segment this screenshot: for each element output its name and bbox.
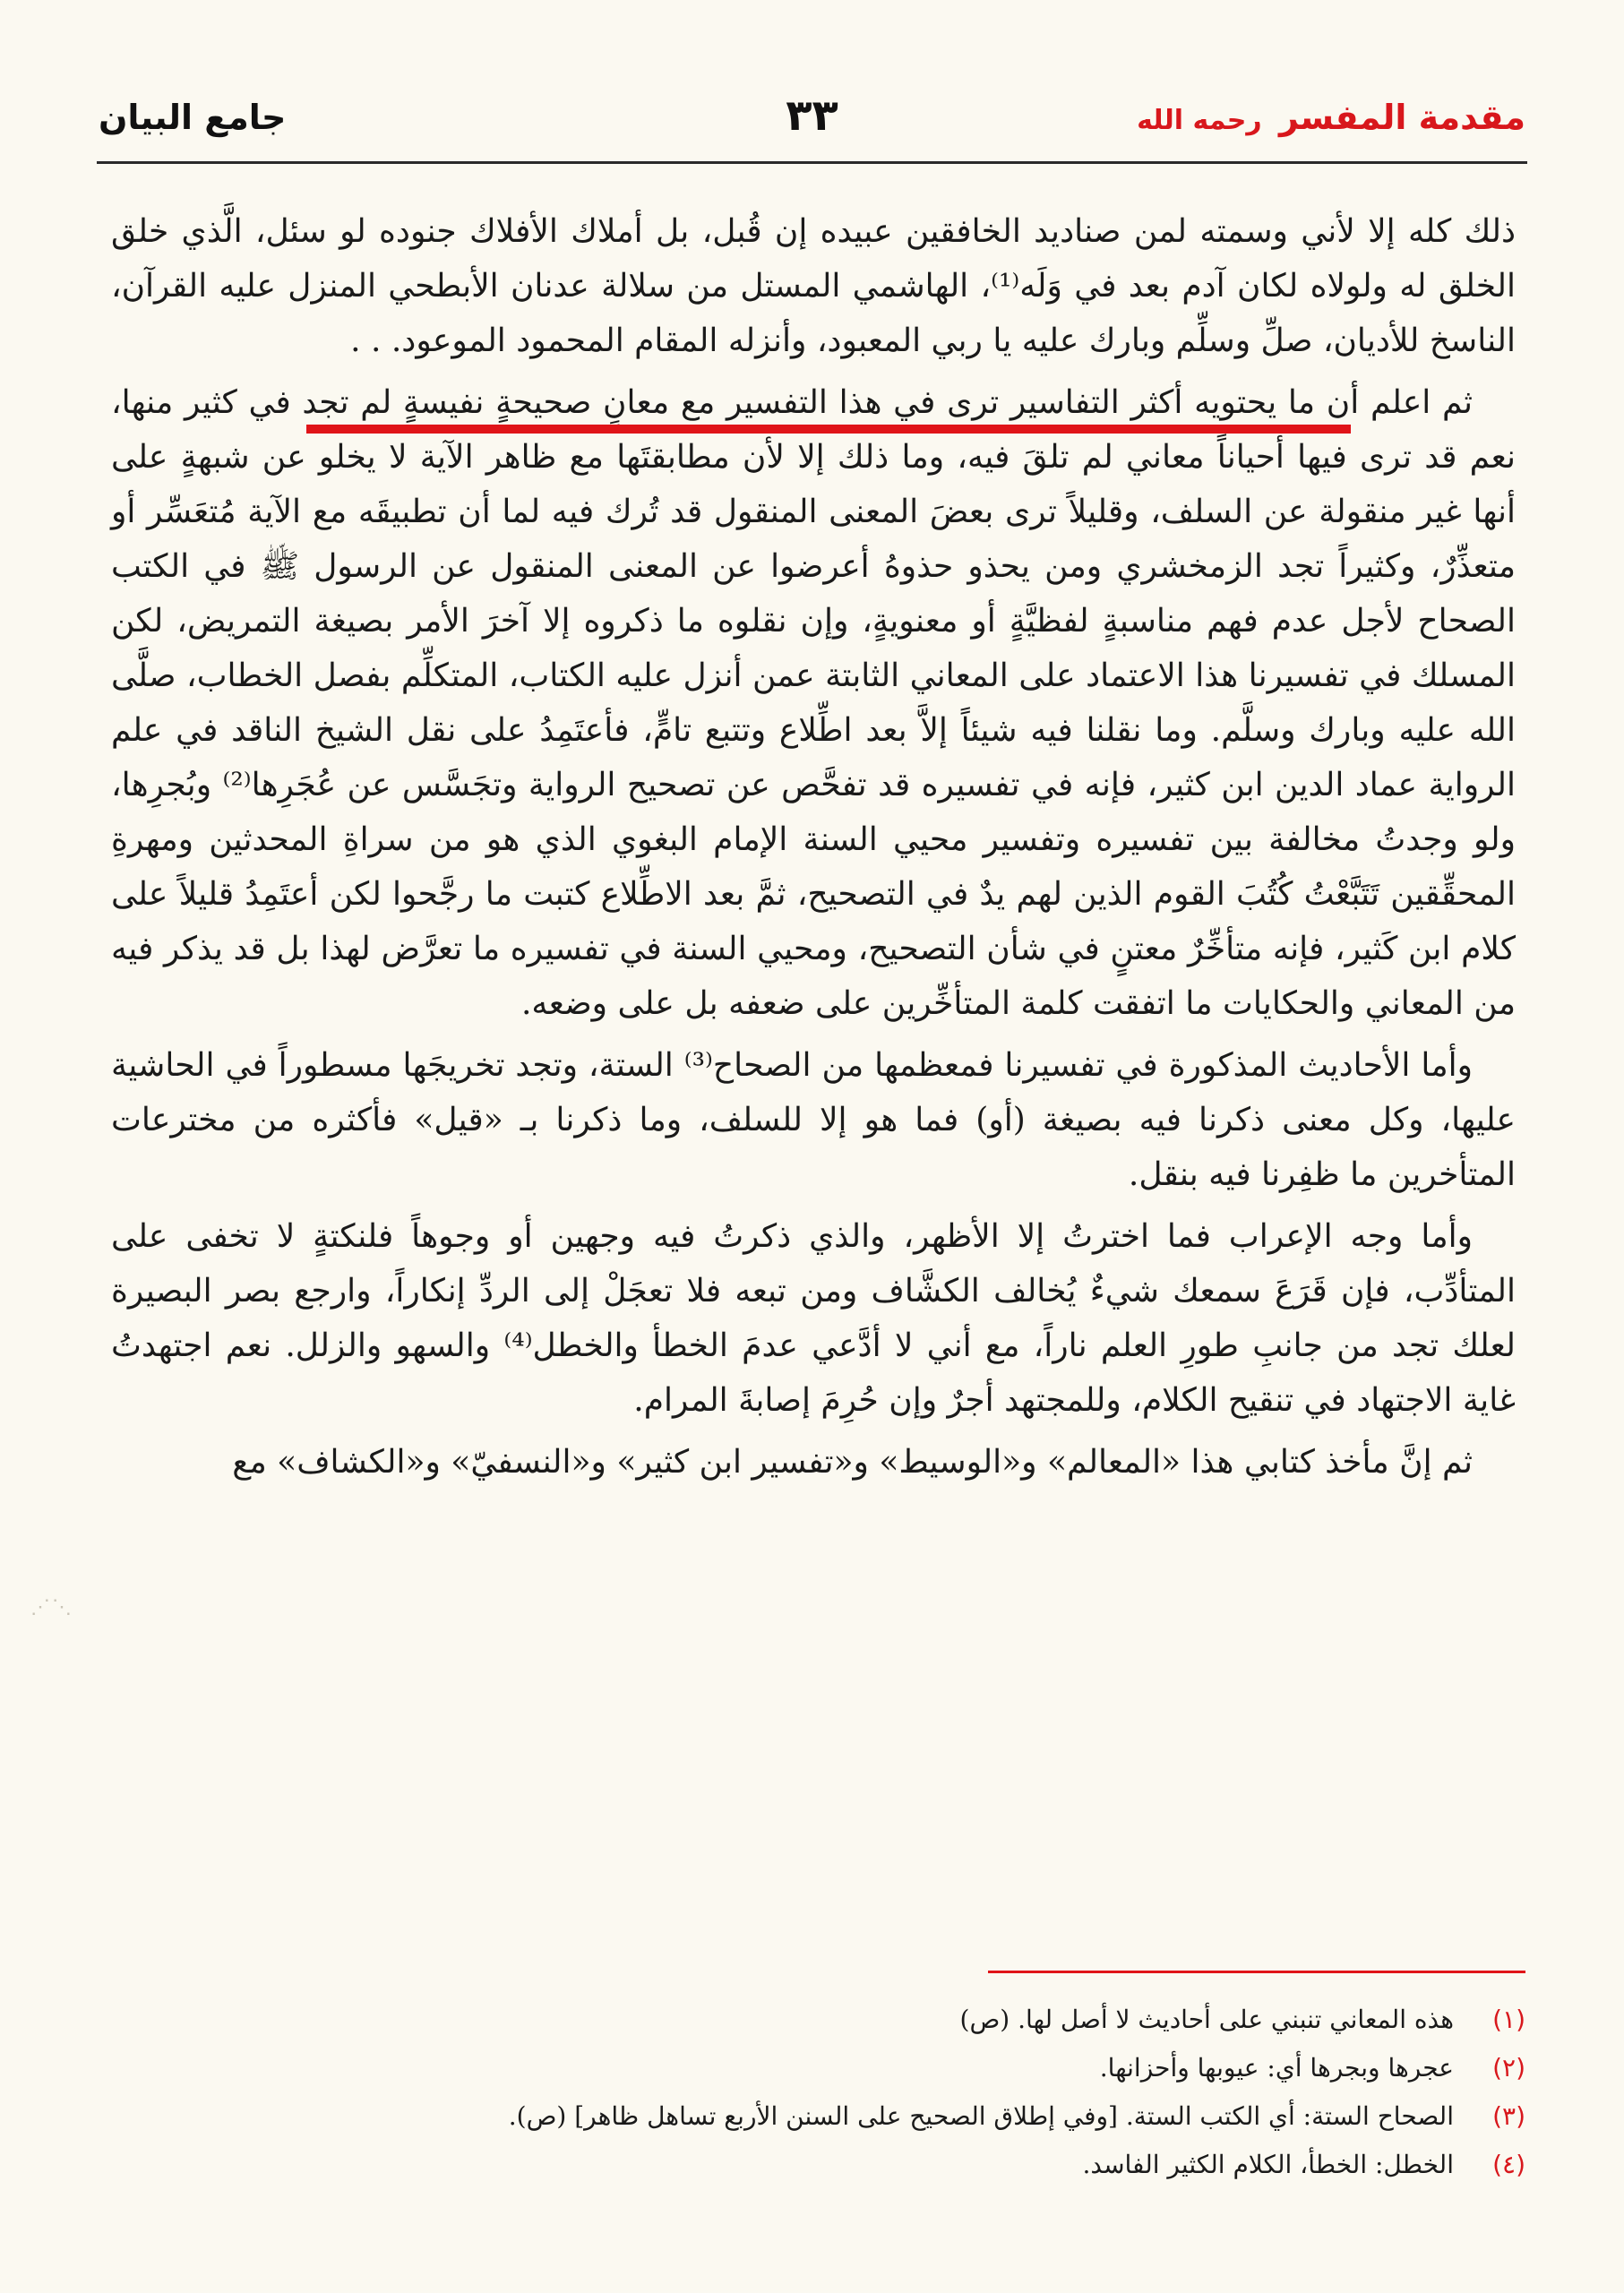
paragraph-2: ثم اعلم أن ما يحتويه أكثر التفاسير ترى في هذا التفسير مع معانٍ صحيحةٍ نفيسةٍ لم تجد في كثير منها، نعم قد ترى فيها أحياناً معاني لم تلقَ فيه، وما ذلك إلا لأن مطابقتَها مع ظاهر الآية لا يخلو عن شبهةٍ على أنها غير منقولة عن السلف، وقليلاً ترى بعضَ المعنى المنقول قد تُرك فيه لما أن تطبيقَه مع الآية مُتعَسِّر أو متعذِّرٌ، وكثيراً تجد الزمخشري ومن يحذو حذوهُ أعرضوا عن المعنى المنقول عن الرسول ﷺ في الكتب الصحاح لأجل عدم فهم مناسبةٍ لفظيَّةٍ أو معنويةٍ، وإن نقلوه ما ذكروه إلا آخرَ الأمر بصيغة التمريض، لكن المسلك في تفسيرنا هذا الاعتماد على المعاني الثابتة عمن أنزل عليه الكتاب، المتكلِّم بفصل الخطاب، صلَّى الله عليه وبارك وسلَّم. وما نقلنا فيه شيئاً إلاَّ بعد اطِّلاع وتتبع تامٍّ، فأعتَمِدُ على نقل الشيخ الناقد في علم الرواية عماد الدين ابن كثير، فإنه في تفسيره قد تفحَّص عن تصحيح الرواية وتجَسَّس عن عُجَرِها⁽²⁾ وبُجرِها، ولو وجدتُ مخالفة بين تفسيره وتفسير محيي السنة الإمام البغوي الذي هو من سراةِ المحدثين ومهرةِ المحقِّقين تَتَبَّعْتُ كُتُبَ القوم الذين لهم يدٌ في التصحيح، ثمَّ بعد الاطِّلاع كتبت ما رجَّحوا لكن أعتَمِدُ قليلاً على كلام ابن كَثير، فإنه متأخِّرٌ معتنٍ في شأن التصحيح، ومحيي السنة في تفسيره ما تعرَّض لهذا بل قد يذكر فيه من المعاني والحكايات ما اتفقت كلمة المتأخِّرين على ضعفه بل على وضعه. [111, 384, 1517, 1022]
footnote-text: عجرها وبجرها أي: عيوبها وأحزانها. [1099, 2053, 1454, 2083]
section-divider [306, 425, 1351, 434]
paragraph-5: ثم إنَّ مأخذ كتابي هذا «المعالم» و«الوسيط» و«تفسير ابن كثير» و«النسفيّ» و«الكشاف» مع [232, 1444, 1473, 1481]
paragraph-1: ذلك كله إلا لأني وسمته لمن صناديد الخافقين عبيده إن قُبل، بل أملاك الأفلاك جنوده لو سئل، الَّذي خلق الخلق له ولولاه لكان آدم بعد في وَلَه⁽¹⁾، الهاشمي المستل من سلالة عدنان الأبطحي المنزل عليه القرآن، الناسخ للأديان، صلِّ وسلِّم وبارك عليه يا ربي المعبود، وأنزله المقام المحمود الموعود. . . [111, 213, 1516, 359]
book-title: جامع البيان [99, 98, 287, 137]
footnote-rule [988, 1971, 1525, 1973]
page-number: ٣٣ [786, 90, 838, 141]
honorific: رحمه الله [1137, 105, 1262, 136]
page-header [99, 85, 1525, 157]
footnote-text: الصحاح الستة: أي الكتب الستة. [وفي إطلاق الصحيح على السنن الأربع تساهل ظاهر] (ص). [508, 2101, 1454, 2131]
paragraph-3: وأما الأحاديث المذكورة في تفسيرنا فمعظمها من الصحاح⁽³⁾ الستة، وتجد تخريجَها مسطوراً في الحاشية عليها، وكل معنى ذكرنا فيه بصيغة (أو) فما هو إلا للسلف، وما ذكرنا بـ «قيل» فأكثره من مخترعات المتأخرين ما ظفِرنا فيه بنقل. [111, 1047, 1516, 1193]
footnote-1 [119, 1996, 1525, 2044]
main-text [111, 204, 1516, 1497]
chapter-title-text: مقدمة المفسر [1278, 98, 1525, 137]
footnote-4 [119, 2141, 1525, 2189]
footnote-2 [119, 2044, 1525, 2092]
footnote-text: الخطل: الخطأ، الكلام الكثير الفاسد. [1082, 2150, 1454, 2179]
footnote-number: (٢) [1492, 2053, 1525, 2083]
margin-smudge-icon: ⋰⋱ [30, 1596, 73, 1619]
paragraph-4: وأما وجه الإعراب فما اخترتُ إلا الأظهر، والذي ذكرتُ فيه وجهين أو وجوهاً فلنكتةٍ لا تخفى على المتأدِّب، فإن قَرَعَ سمعك شيءٌ يُخالف الكشَّاف ومن تبعه فلا تعجَلْ إلى الردِّ إنكاراً، وارجع بصر البصيرة لعلك تجد من جانبِ طورِ العلم ناراً، مع أني لا أدَّعي عدمَ الخطأ والخطل⁽⁴⁾ والسهو والزلل. نعم اجتهدتُ غاية الاجتهاد في تنقيح الكلام، وللمجتهد أجرٌ وإن حُرِمَ إصابةَ المرام. [111, 1218, 1516, 1419]
footnote-number: (٣) [1492, 2101, 1525, 2131]
header-rule [97, 161, 1527, 164]
footnote-text: هذه المعاني تنبني على أحاديث لا أصل لها. (ص) [959, 2005, 1454, 2034]
footnote-number: (١) [1492, 2005, 1525, 2034]
footnotes [119, 1996, 1525, 2189]
footnote-3 [119, 2092, 1525, 2141]
footnote-number: (٤) [1492, 2150, 1525, 2179]
